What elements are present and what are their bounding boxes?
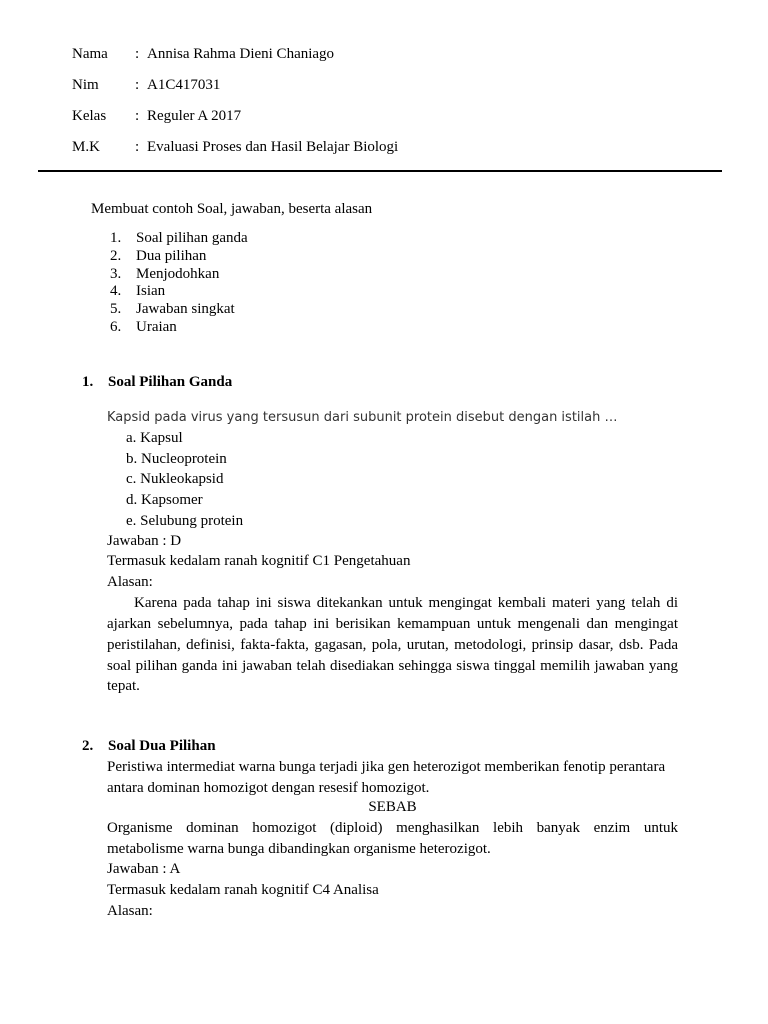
- list-number: 5.: [110, 301, 122, 318]
- reason-label: Alasan:: [107, 903, 153, 919]
- section-number: 2.: [82, 738, 94, 754]
- header-label: M.K: [72, 139, 100, 155]
- list-item: [110, 266, 248, 284]
- header-colon: :: [135, 77, 140, 93]
- cognitive-domain: Termasuk kedalam ranah kognitif C4 Analisa: [107, 882, 379, 898]
- header-row-mk: [72, 137, 398, 157]
- list-item: [110, 283, 248, 301]
- list-number: 2.: [110, 247, 122, 264]
- list-number: 4.: [110, 283, 122, 300]
- reason-paragraph-line: peristilahan, definisi, fakta-fakta, gagasan, pola, urutan, metodologi, prinsip dasar, dsb. Pada: [107, 637, 678, 653]
- list-number: 1.: [110, 230, 122, 246]
- section-heading-pilihan-ganda: [82, 372, 232, 392]
- list-label: Uraian: [136, 318, 177, 335]
- statement-line: antara dominan homozigot dengan resesif homozigot.: [107, 780, 430, 796]
- list-item: [110, 319, 248, 337]
- answer-key: Jawaban : A: [107, 861, 181, 877]
- section-title: Soal Pilihan Ganda: [108, 374, 233, 390]
- answer-option: b. Nucleoprotein: [126, 451, 227, 467]
- reason-paragraph-line: ajarkan sebelumnya, pada tahap ini berisikan kemampuan untuk mengenali dan mengingat: [107, 616, 678, 632]
- header-value: Reguler A 2017: [147, 108, 242, 124]
- header-row-kelas: [72, 106, 241, 126]
- header-value: Evaluasi Proses dan Hasil Belajar Biologi: [147, 139, 399, 155]
- reason-paragraph-line: soal pilihan ganda ini jawaban telah disediakan sehingga siswa tinggal memilih jawaban yang: [107, 658, 678, 674]
- reason-paragraph-line: tepat.: [107, 678, 140, 694]
- reason-statement-line: Organisme dominan homozigot (diploid) menghasilkan lebih banyak enzim untuk: [107, 820, 678, 836]
- list-item: [110, 248, 248, 266]
- answer-option: e. Selubung protein: [126, 513, 244, 529]
- header-colon: :: [135, 139, 140, 155]
- reason-statement-line: metabolisme warna bunga dibandingkan organisme heterozigot.: [107, 841, 491, 857]
- header-label: Kelas: [72, 108, 107, 124]
- header-row-nim: [72, 75, 220, 95]
- list-number: 3.: [110, 265, 122, 282]
- answer-option: d. Kapsomer: [126, 492, 203, 508]
- list-item: [110, 301, 248, 319]
- section-number: 1.: [82, 374, 94, 390]
- header-value: A1C417031: [147, 77, 221, 93]
- intro-text: Membuat contoh Soal, jawaban, beserta alasan: [91, 201, 373, 217]
- question-type-list: [110, 230, 248, 337]
- header-label: Nama: [72, 46, 108, 62]
- list-label: Menjodohkan: [136, 265, 220, 282]
- header-divider: [38, 170, 722, 172]
- list-label: Isian: [136, 283, 166, 300]
- connector-sebab: SEBAB: [368, 799, 417, 815]
- list-label: Jawaban singkat: [136, 301, 235, 318]
- header-row-nama: [72, 44, 334, 64]
- header-value: Annisa Rahma Dieni Chaniago: [147, 46, 335, 62]
- list-item: [110, 230, 248, 248]
- list-label: Soal pilihan ganda: [136, 230, 248, 246]
- answer-option: c. Nukleokapsid: [126, 471, 224, 487]
- header-label: Nim: [72, 77, 99, 93]
- reason-paragraph-line: Karena pada tahap ini siswa ditekankan untuk mengingat kembali materi yang telah di: [134, 595, 678, 611]
- section-title: Soal Dua Pilihan: [108, 738, 216, 754]
- answer-key: Jawaban : D: [107, 533, 182, 549]
- question-text: Kapsid pada virus yang tersusun dari subunit protein disebut dengan istilah …: [107, 410, 618, 425]
- statement-line: Peristiwa intermediat warna bunga terjadi jika gen heterozigot memberikan fenotip perantara: [107, 759, 666, 775]
- header-colon: :: [135, 108, 140, 124]
- reason-label: Alasan:: [107, 574, 153, 590]
- answer-option: a. Kapsul: [126, 430, 183, 446]
- cognitive-domain: Termasuk kedalam ranah kognitif C1 Pengetahuan: [107, 553, 411, 569]
- list-label: Dua pilihan: [136, 247, 207, 264]
- section-heading-dua-pilihan: [82, 736, 216, 756]
- list-number: 6.: [110, 318, 122, 335]
- header-colon: :: [135, 46, 140, 62]
